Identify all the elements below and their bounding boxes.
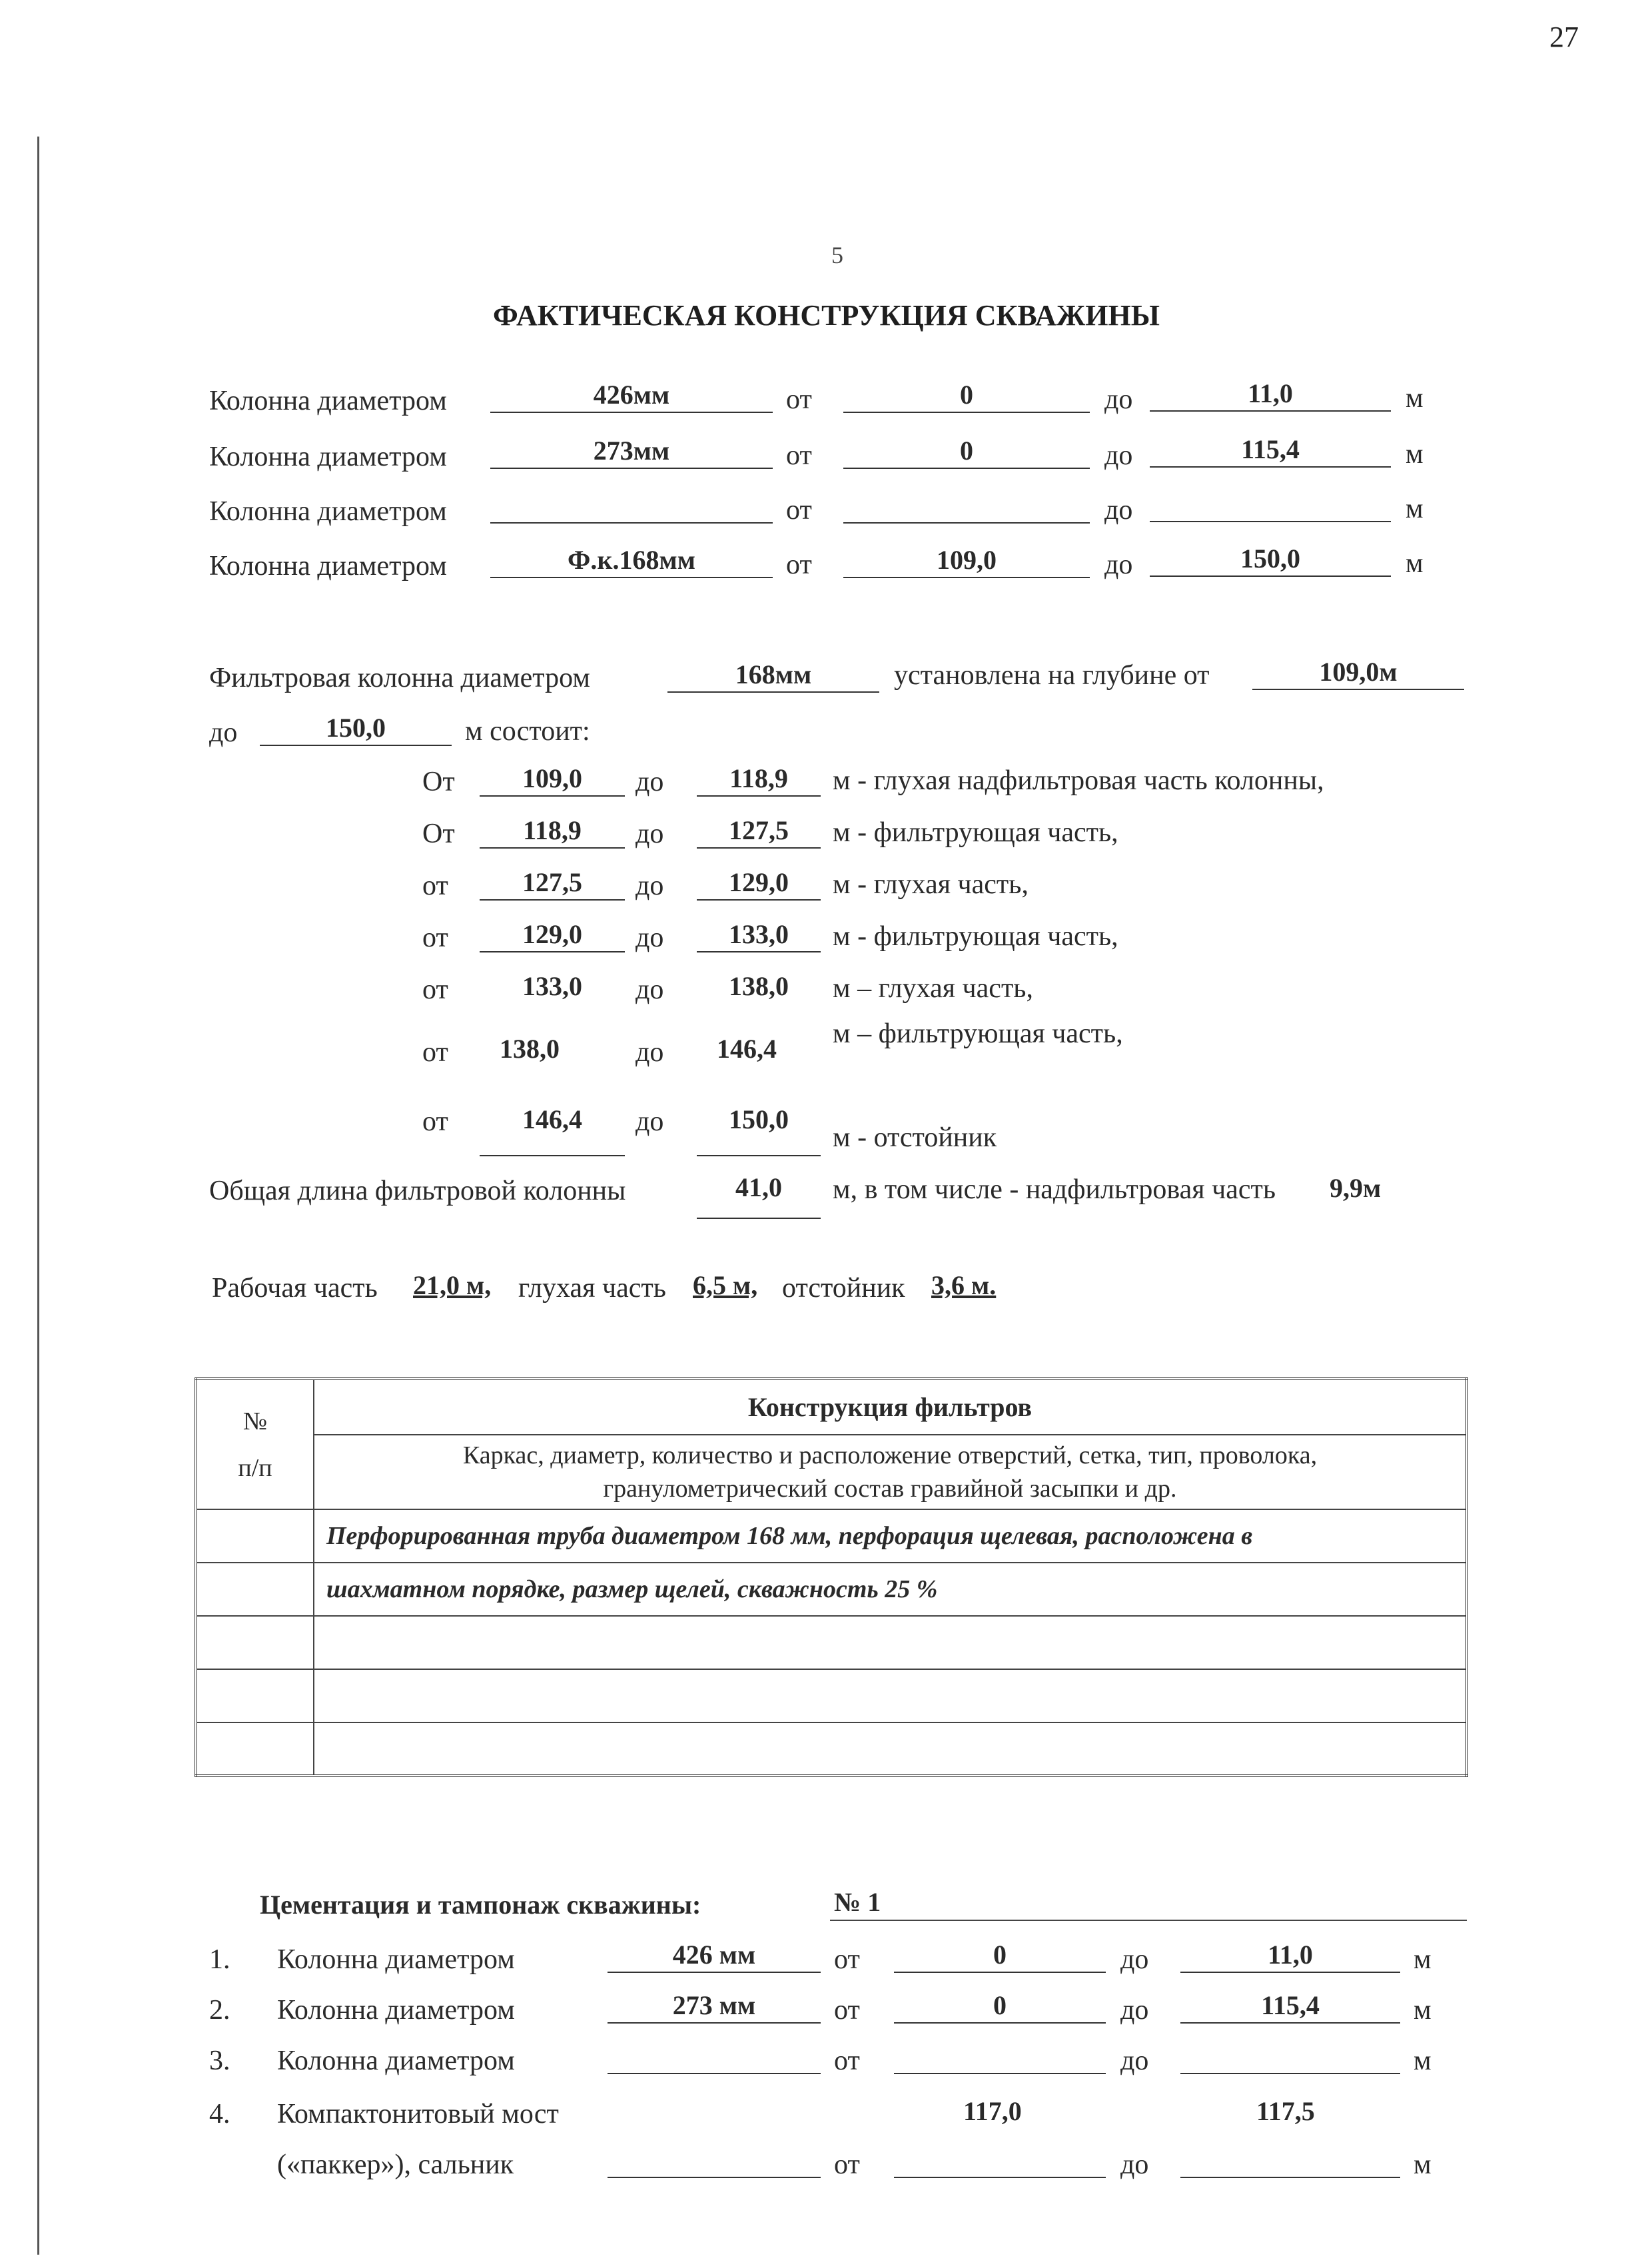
segment-to: 150,0 <box>697 1102 821 1156</box>
segment-to: 133,0 <box>697 918 821 952</box>
segment-from-word: От <box>422 767 455 797</box>
row-number: 2. <box>209 1995 230 2026</box>
segment-desc: м - отстойник <box>833 1122 997 1153</box>
work-value: 21,0 м, <box>413 1270 492 1300</box>
segment-to-word: до <box>635 819 664 849</box>
cement-diameter: 273 мм <box>608 1989 821 2024</box>
row-number: 3. <box>209 2046 230 2076</box>
num-header <box>196 1379 314 1509</box>
work-label: Рабочая часть <box>212 1273 378 1304</box>
left-margin-line <box>37 137 39 2255</box>
segment-from-word: от <box>422 1037 448 1068</box>
segment-desc: м - глухая надфильтровая часть колонны, <box>833 765 1324 796</box>
num-header-2: п/п <box>238 1453 272 1482</box>
sump-label: отстойник <box>782 1273 905 1304</box>
column-label: Колонна диаметром <box>209 442 447 472</box>
bridge-to: 117,5 <box>1256 2096 1315 2126</box>
segment-from: 138,0 <box>500 1034 560 1064</box>
bridge-to-line <box>1180 2143 1400 2178</box>
segment-to: 118,9 <box>697 762 821 797</box>
page-number: 27 <box>1549 21 1579 53</box>
column-label: Колонна диаметром <box>277 2046 515 2076</box>
to-word: до <box>1120 1944 1149 1975</box>
bridge-from: 117,0 <box>963 2096 1022 2126</box>
filter-desc-line <box>314 1669 1467 1722</box>
table-row <box>196 1616 1467 1669</box>
sump-value: 3,6 м. <box>931 1270 997 1300</box>
bridge-label-1: Компактонитовый мост <box>277 2099 559 2129</box>
blind-value: 6,5 м, <box>693 1270 758 1300</box>
segment-desc: м – глухая часть, <box>833 973 1033 1004</box>
column-diameter: 273мм <box>490 434 773 469</box>
cement-to <box>1180 2040 1400 2074</box>
from-word: от <box>786 384 812 415</box>
row-number: 1. <box>209 1944 230 1975</box>
total-suffix: м, в том числе - надфильтровая часть <box>833 1174 1276 1205</box>
table-row <box>196 1563 1467 1616</box>
unit: м <box>1406 548 1424 579</box>
column-label: Колонна диаметром <box>209 496 447 527</box>
segment-from: 109,0 <box>480 762 625 797</box>
column-to: 150,0 <box>1150 542 1391 577</box>
total-length: 41,0 <box>697 1170 821 1219</box>
bridge-blank <box>608 2143 821 2178</box>
column-to: 11,0 <box>1150 377 1391 412</box>
filter-column-label: Фильтровая колонна диаметром <box>209 663 590 693</box>
segment-from: 133,0 <box>522 971 582 1001</box>
segment-from: 129,0 <box>480 918 625 952</box>
cement-from <box>894 2040 1106 2074</box>
column-from: 109,0 <box>843 544 1090 578</box>
column-to <box>1150 488 1391 522</box>
segment-from-word: от <box>422 974 448 1005</box>
segment-to-word: до <box>635 923 664 953</box>
segment-from-word: от <box>422 923 448 953</box>
segment-to-word: до <box>635 1037 664 1068</box>
to-word: до <box>209 717 238 748</box>
consists-label: м состоит: <box>465 716 590 747</box>
from-word: от <box>834 1944 860 1975</box>
unit: м <box>1414 2046 1432 2076</box>
column-diameter <box>490 489 773 524</box>
column-diameter: Ф.к.168мм <box>490 544 773 578</box>
unit: м <box>1414 1995 1432 2026</box>
segment-to-word: до <box>635 871 664 901</box>
cementation-number-line <box>830 1886 1467 1921</box>
unit: м <box>1406 494 1424 524</box>
to-word: до <box>1120 1995 1149 2026</box>
column-label: Колонна диаметром <box>277 1995 515 2026</box>
segment-desc: м - фильтрующая часть, <box>833 921 1118 952</box>
to-word: до <box>1104 550 1133 580</box>
from-word: от <box>786 550 812 580</box>
column-label: Колонна диаметром <box>209 551 447 581</box>
segment-to-word: до <box>635 974 664 1005</box>
column-from: 0 <box>843 378 1090 413</box>
from-word: от <box>786 440 812 471</box>
segment-from: 146,4 <box>480 1102 625 1156</box>
cement-to: 115,4 <box>1180 1989 1400 2024</box>
page-title: ФАКТИЧЕСКАЯ КОНСТРУКЦИЯ СКВАЖИНЫ <box>493 299 1160 332</box>
unit: м <box>1406 439 1424 470</box>
table-row <box>196 1722 1467 1776</box>
segment-from-word: От <box>422 819 455 849</box>
to-word: до <box>1104 384 1133 415</box>
above-filter-length: 9,9м <box>1330 1173 1382 1203</box>
from-word: от <box>834 2149 860 2180</box>
segment-to-word: до <box>635 767 664 797</box>
from-word: от <box>786 495 812 526</box>
installed-label: установлена на глубине от <box>894 660 1210 691</box>
to-word: до <box>1120 2046 1149 2076</box>
segment-desc: м – фильтрующая часть, <box>833 1018 1123 1049</box>
column-label: Колонна диаметром <box>209 386 447 416</box>
bridge-label-2: («паккер»), сальник <box>277 2149 514 2180</box>
segment-to: 129,0 <box>697 866 821 901</box>
segment-desc: м - глухая часть, <box>833 869 1029 900</box>
cement-from: 0 <box>894 1989 1106 2024</box>
filter-desc-line <box>314 1616 1467 1669</box>
cementation-number: № 1 <box>834 1887 881 1917</box>
column-to: 115,4 <box>1150 433 1391 468</box>
filter-desc-line <box>314 1722 1467 1776</box>
segment-from-word: от <box>422 1106 448 1137</box>
subtitle-line-2: гранулометрический состав гравийной засыпки и др. <box>603 1475 1177 1503</box>
unit: м <box>1414 2149 1432 2180</box>
document-page-number: 5 <box>831 242 843 268</box>
cement-from: 0 <box>894 1938 1106 1973</box>
column-from <box>843 489 1090 524</box>
from-word: от <box>834 2046 860 2076</box>
to-word: до <box>1104 440 1133 471</box>
segment-to: 138,0 <box>729 971 789 1001</box>
filter-column-diameter: 168мм <box>667 658 879 693</box>
filter-table-subtitle <box>314 1435 1467 1509</box>
unit: м <box>1406 383 1424 414</box>
column-diameter: 426мм <box>490 378 773 413</box>
to-word: до <box>1104 495 1133 526</box>
table-row <box>196 1509 1467 1563</box>
segment-to: 127,5 <box>697 814 821 849</box>
segment-to-word: до <box>635 1106 664 1137</box>
bridge-from-line <box>894 2143 1106 2178</box>
segment-from: 127,5 <box>480 866 625 901</box>
subtitle-line-1: Каркас, диаметр, количество и расположение отверстий, сетка, тип, проволока, <box>462 1441 1318 1469</box>
cement-to: 11,0 <box>1180 1938 1400 1973</box>
cement-diameter: 426 мм <box>608 1938 821 1973</box>
blind-label: глухая часть <box>518 1273 666 1304</box>
segment-from-word: от <box>422 871 448 901</box>
installed-from: 109,0м <box>1252 655 1464 690</box>
total-length-label: Общая длина фильтровой колонны <box>209 1176 626 1206</box>
filter-table-title: Конструкция фильтров <box>314 1379 1467 1435</box>
filter-construction-table <box>195 1377 1468 1777</box>
unit: м <box>1414 1944 1432 1975</box>
cement-diameter <box>608 2040 821 2074</box>
segment-to: 146,4 <box>717 1034 777 1064</box>
cementation-title: Цементация и тампонаж скважины: <box>260 1890 701 1920</box>
segment-desc: м - фильтрующая часть, <box>833 817 1118 848</box>
column-from: 0 <box>843 434 1090 469</box>
filter-desc-line: шахматном порядке, размер щелей, скважность 25 % <box>314 1563 1467 1616</box>
segment-from: 118,9 <box>480 814 625 849</box>
row-number: 4. <box>209 2099 230 2129</box>
from-word: от <box>834 1995 860 2026</box>
num-header-1: № <box>242 1407 268 1435</box>
filter-desc-line: Перфорированная труба диаметром 168 мм, перфорация щелевая, расположена в <box>314 1509 1467 1563</box>
to-word: до <box>1120 2149 1149 2180</box>
table-row <box>196 1669 1467 1722</box>
column-label: Колонна диаметром <box>277 1944 515 1975</box>
filter-column-to: 150,0 <box>260 711 452 746</box>
